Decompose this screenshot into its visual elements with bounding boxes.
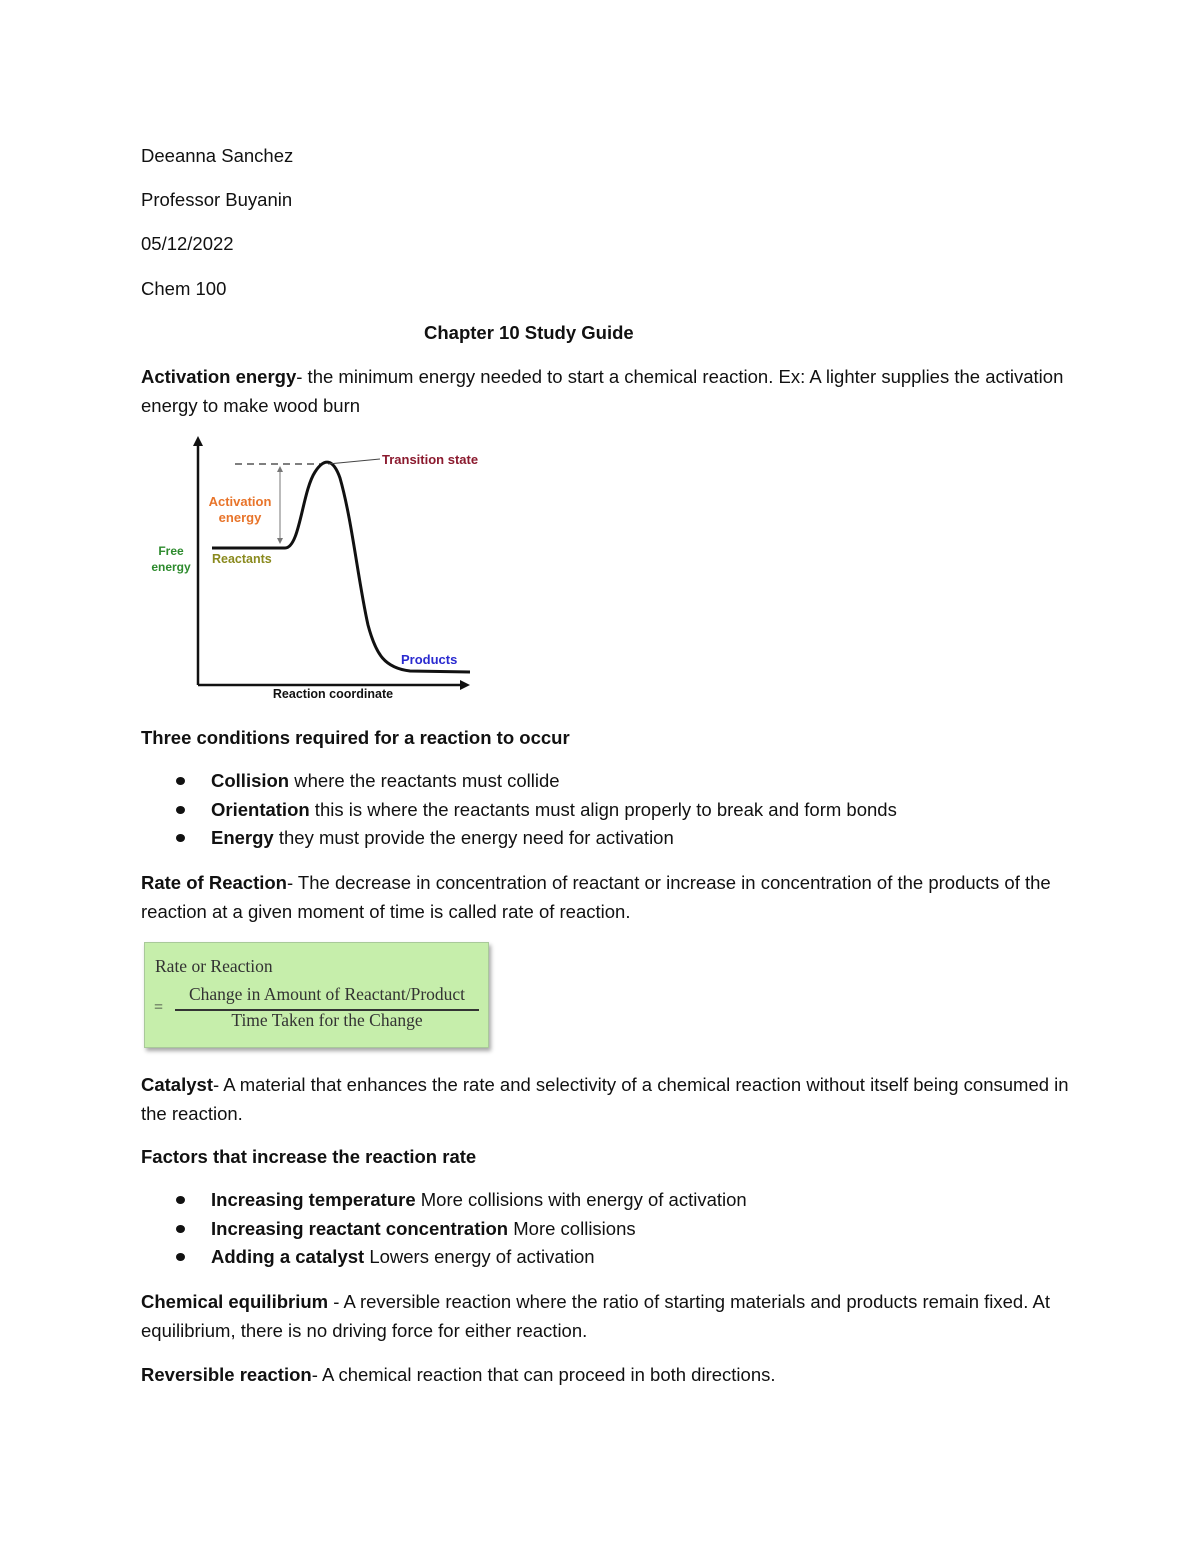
formula-equals-sign: =: [154, 999, 164, 1016]
reversible-reaction-term: Reversible reaction: [141, 1364, 312, 1385]
bullet-icon: [176, 777, 185, 785]
chemical-equilibrium-definition: - A reversible reaction where the ratio of starting materials and products remain fixed. At equilibrium, there is no driving force for either reaction.: [141, 1291, 1050, 1341]
catalyst-paragraph: [141, 1071, 1071, 1128]
activation-energy-paragraph: [141, 363, 1071, 420]
activation-arrow-down-icon: [277, 538, 283, 544]
rate-of-reaction-paragraph: [141, 869, 1071, 926]
list-item-term: Collision: [211, 770, 290, 791]
activation-energy-diagram: [140, 430, 500, 705]
free-energy-label-line1: Free: [158, 544, 184, 558]
list-item: [141, 1186, 747, 1215]
activation-arrow-up-icon: [277, 466, 283, 472]
professor-name: Professor Buyanin: [141, 189, 293, 210]
rate-formula-box: [144, 942, 489, 1048]
list-item-term: Increasing temperature: [211, 1189, 416, 1210]
date: 05/12/2022: [141, 233, 234, 254]
reaction-coordinate-label: Reaction coordinate: [272, 687, 394, 701]
transition-state-label: Transition state: [382, 452, 479, 467]
bullet-icon: [176, 1253, 185, 1261]
bullet-icon: [176, 1196, 185, 1204]
activation-label-line1: Activation: [208, 494, 272, 509]
activation-energy-definition: - the minimum energy needed to start a chemical reaction. Ex: A lighter supplies the activation energy to make wood burn: [141, 366, 1064, 416]
list-item: [141, 824, 897, 853]
activation-label-line2: energy: [218, 510, 262, 525]
formula-title: Rate or Reaction: [155, 956, 273, 976]
factors-list: [141, 1186, 747, 1272]
rate-of-reaction-term: Rate of Reaction: [141, 872, 287, 893]
conditions-list: [141, 767, 897, 853]
catalyst-definition: - A material that enhances the rate and selectivity of a chemical reaction without itself being consumed in the reaction.: [141, 1074, 1069, 1124]
list-item-term: Adding a catalyst: [211, 1246, 365, 1267]
list-item-text: More collisions: [508, 1217, 636, 1239]
products-label: Products: [401, 652, 458, 667]
activation-energy-term: Activation energy: [141, 366, 297, 387]
list-item: [141, 1243, 747, 1272]
list-item-term: Increasing reactant concentration: [211, 1217, 509, 1239]
page-title: Chapter 10 Study Guide: [424, 322, 634, 343]
bullet-icon: [176, 1225, 185, 1233]
y-axis-arrow-icon: [193, 436, 203, 446]
reactants-label: Reactants: [212, 552, 272, 566]
course-name: Chem 100: [141, 278, 227, 299]
conditions-heading: Three conditions required for a reaction to occur: [141, 727, 570, 748]
list-item-text: this is where the reactants must align properly to break and form bonds: [309, 798, 897, 820]
rate-of-reaction-definition: - The decrease in concentration of reactant or increase in concentration of the products of the reaction at a given moment of time is called rate of reaction.: [141, 872, 1051, 922]
reversible-reaction-paragraph: [141, 1361, 1071, 1390]
factors-heading: Factors that increase the reaction rate: [141, 1146, 477, 1167]
list-item: [141, 767, 897, 796]
author-name: Deeanna Sanchez: [141, 145, 294, 166]
list-item: [141, 1215, 747, 1244]
bullet-icon: [176, 806, 185, 814]
list-item-text: they must provide the energy need for activation: [273, 827, 674, 848]
reversible-reaction-definition: - A chemical reaction that can proceed in both directions.: [311, 1364, 776, 1385]
free-energy-label-line2: energy: [151, 560, 191, 574]
chemical-equilibrium-term: Chemical equilibrium: [141, 1291, 329, 1312]
x-axis-arrow-icon: [460, 680, 470, 690]
formula-denominator: Time Taken for the Change: [231, 1010, 423, 1030]
list-item-term: Orientation: [211, 798, 310, 820]
list-item-text: where the reactants must collide: [289, 770, 560, 791]
transition-pointer-line: [328, 459, 380, 464]
bullet-icon: [176, 834, 185, 842]
list-item-term: Energy: [211, 827, 274, 848]
chemical-equilibrium-paragraph: [141, 1288, 1071, 1345]
list-item: [141, 796, 897, 825]
catalyst-term: Catalyst: [141, 1074, 213, 1095]
list-item-text: More collisions with energy of activation: [415, 1189, 747, 1210]
formula-numerator: Change in Amount of Reactant/Product: [188, 984, 466, 1004]
list-item-text: Lowers energy of activation: [364, 1246, 595, 1267]
